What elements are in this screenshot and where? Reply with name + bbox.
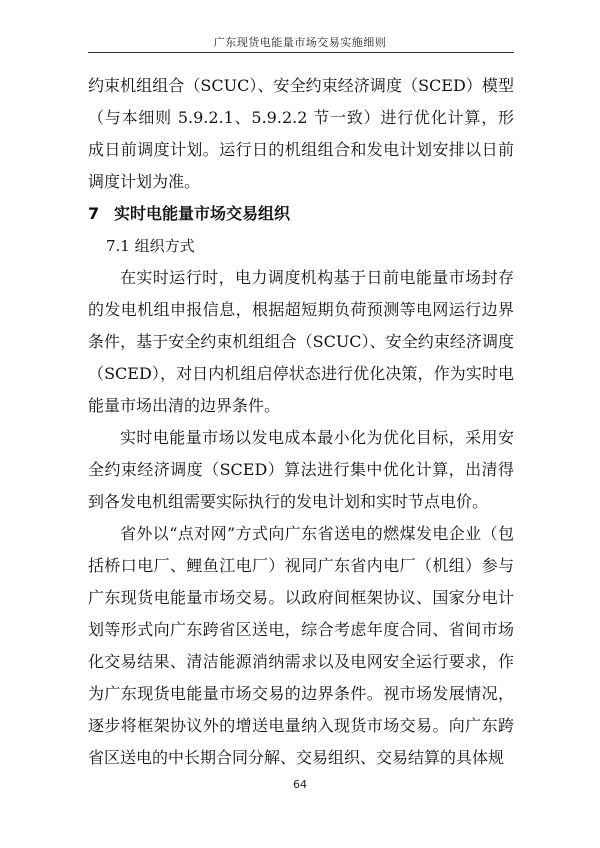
header-divider bbox=[88, 52, 514, 53]
page-number: 64 bbox=[293, 778, 307, 791]
paragraph-optimization-target: 实时电能量市场以发电成本最小化为优化目标，采用安全约束经济调度（SCED）算法进行集中优化计算，出清得到各发电机组需要实际执行的发电计划和实时节点电价。 bbox=[88, 428, 514, 511]
section-heading bbox=[88, 198, 514, 230]
section-number: 7 bbox=[88, 204, 100, 223]
paragraph-out-of-province: 省外以“点对网”方式向广东省送电的燃煤发电企业（包括桥口电厂、鲤鱼江电厂）视同广东省内电厂（机组）参与广东现货电能量市场交易。以政府间框架协议、国家分电计划等形式向广东跨省区送电，综合考虑年度合同、省间市场化交易结果、清洁能源消纳需求以及电网安全运行要求，作为广东现货电能量市场交易的边界条件。视市场发展情况，逐步将框架协议外的增送电量纳入现货市场交易。向广东跨省区送电的中长期合同分解、交易组织、交易结算的具体规 bbox=[88, 524, 514, 767]
continuation-paragraph: 约束机组组合（SCUC）、安全约束经济调度（SCED）模型（与本细则 5.9.2.1、5.9.2.2 节一致）进行优化计算，形成日前调度计划。运行日的机组组合和发电计划安排以日前调度计划为准。 bbox=[88, 76, 514, 191]
paragraph-realtime-operation: 在实时运行时，电力调度机构基于日前电能量市场封存的发电机组申报信息，根据超短期负荷预测等电网运行边界条件，基于安全约束机组组合（SCUC）、安全约束经济调度（SCED），对日内机组启停状态进行优化决策，作为实时电能量市场出清的边界条件。 bbox=[88, 268, 514, 415]
section-title: 实时电能量市场交易组织 bbox=[114, 204, 291, 223]
subsection-heading: 7.1 组织方式 bbox=[106, 237, 195, 255]
running-header: 广东现货电能量市场交易实施细则 bbox=[213, 36, 387, 49]
